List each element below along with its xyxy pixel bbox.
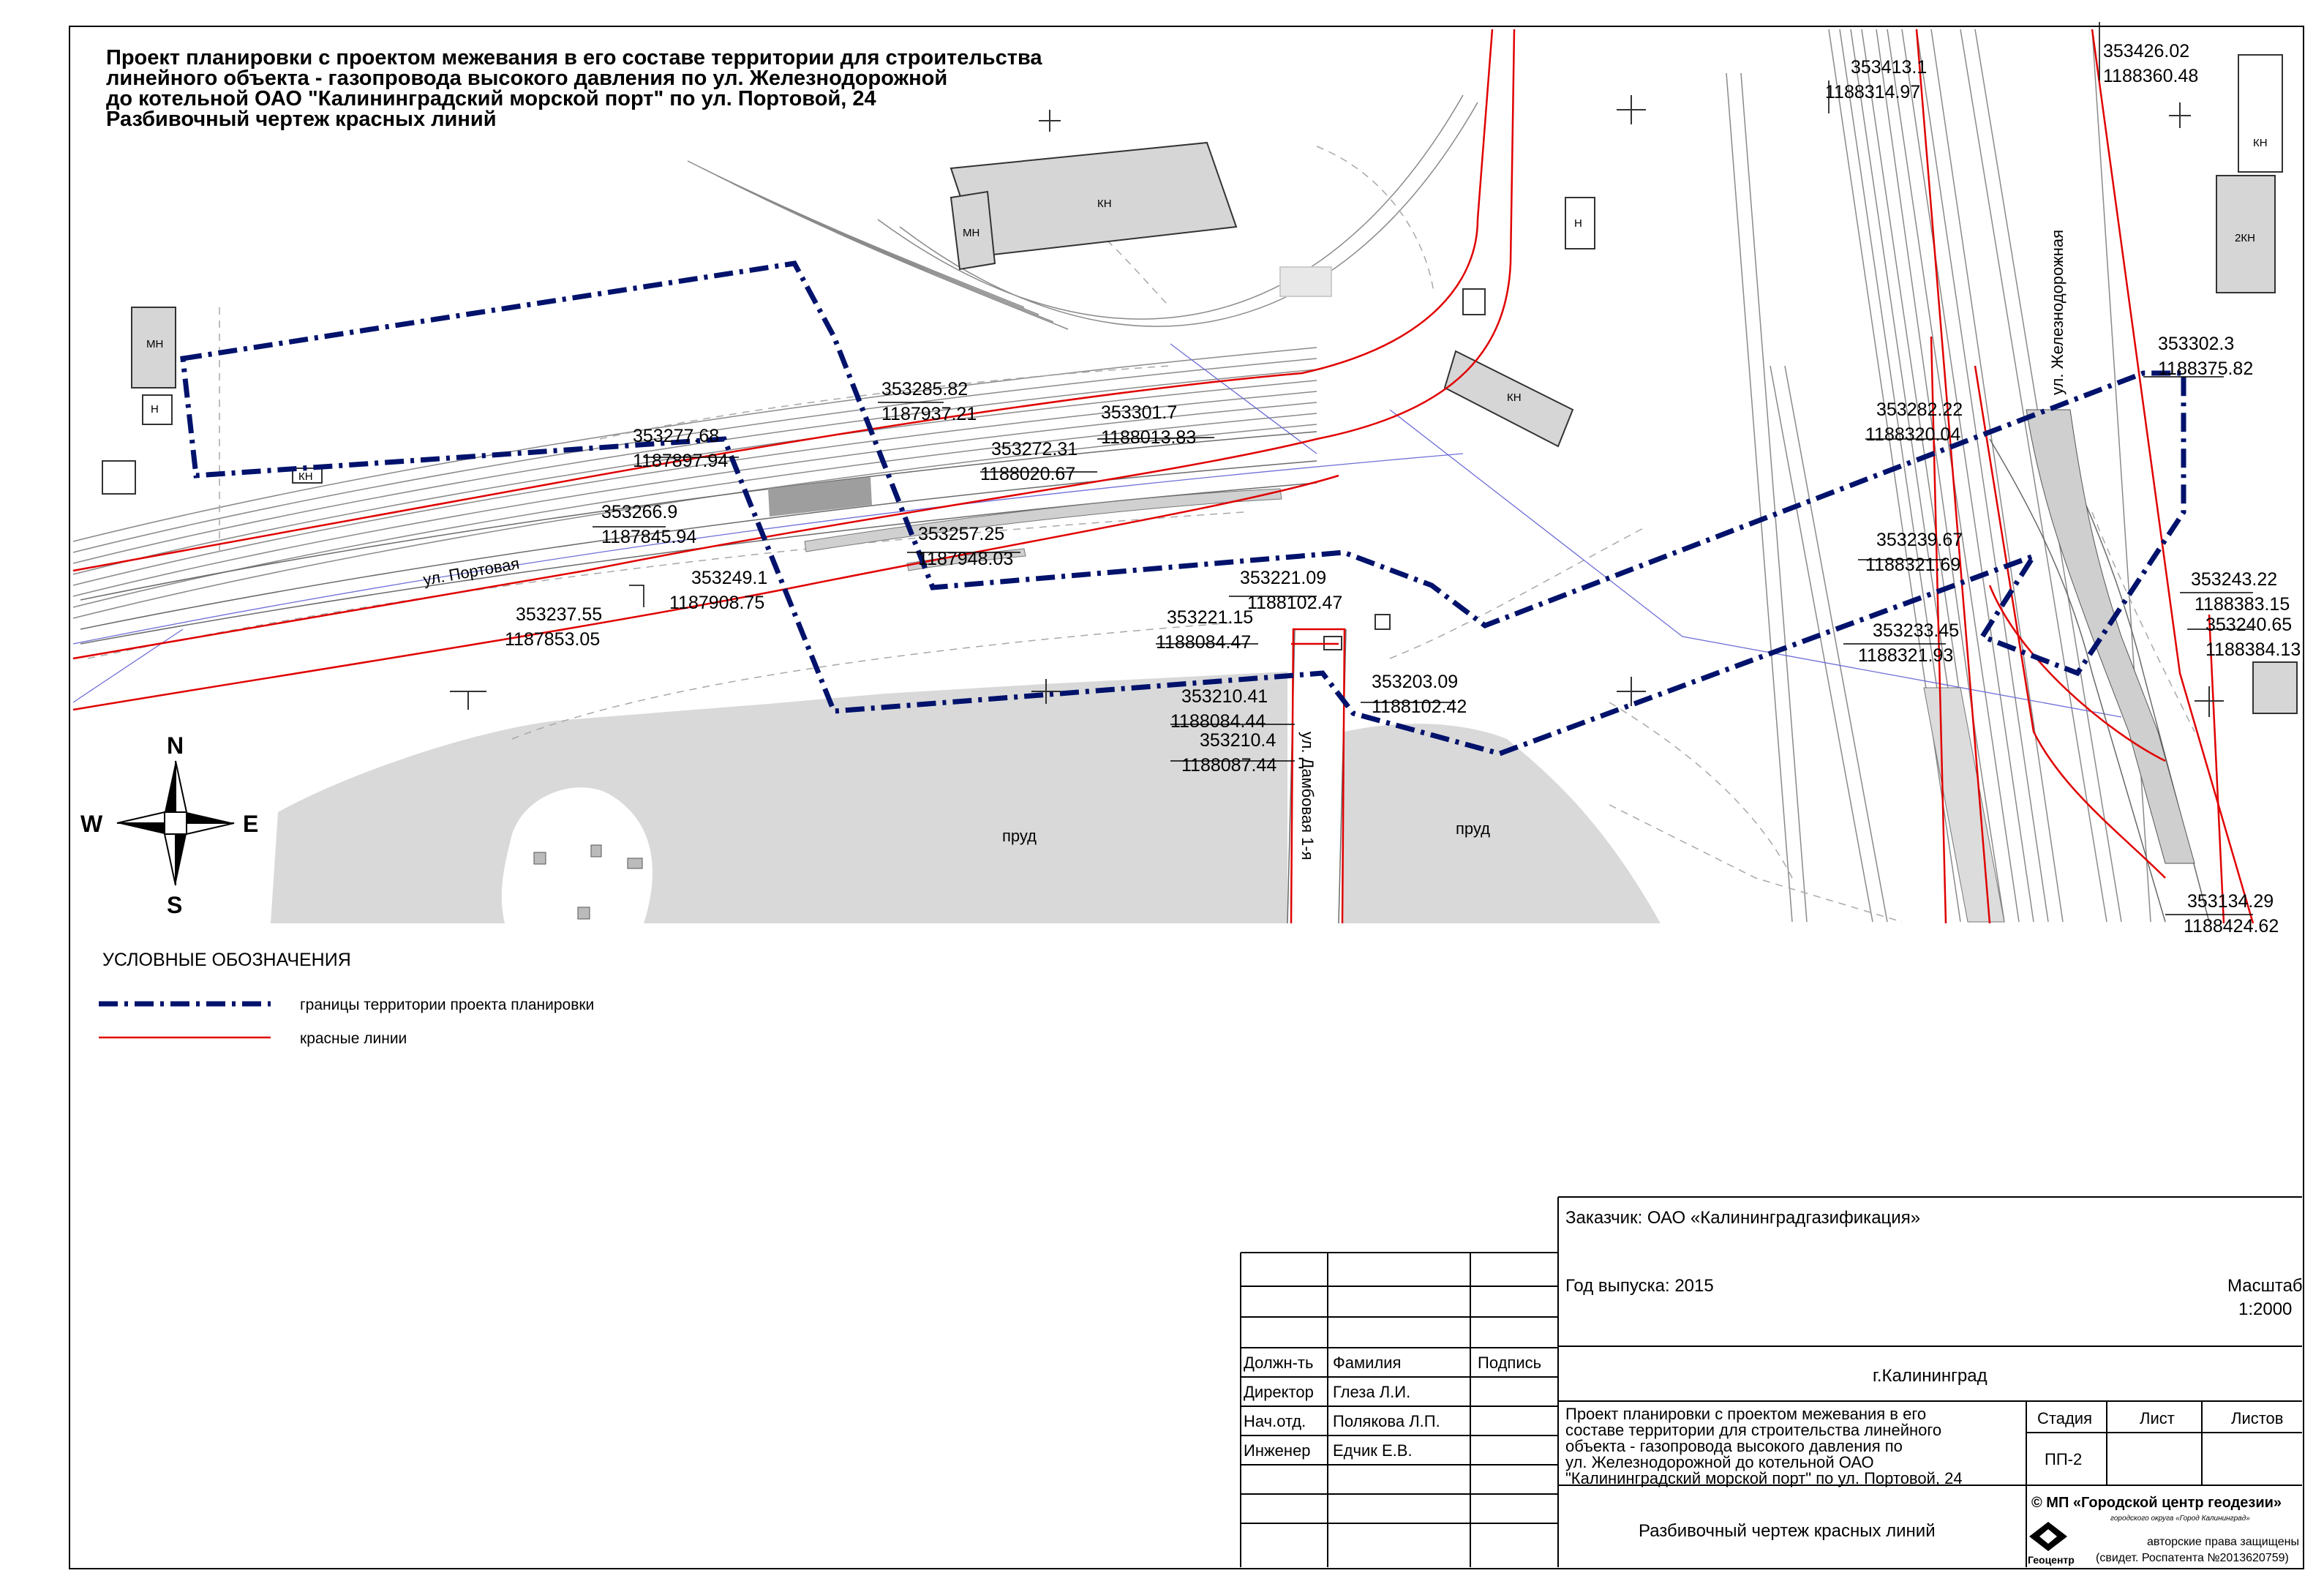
tb-rights-1: авторские права защищены bbox=[2147, 1536, 2299, 1548]
coord-x: 353426.02 bbox=[2103, 41, 2190, 61]
coord-x: 353237.55 bbox=[516, 604, 603, 625]
legend-heading: УСЛОВНЫЕ ОБОЗНАЧЕНИЯ bbox=[102, 950, 351, 970]
pond-left bbox=[271, 672, 1287, 923]
coord-x: 353413.1 bbox=[1851, 57, 1928, 78]
tb-project-line: составе территории для строительства линейного bbox=[1565, 1421, 1942, 1439]
tb-rights-2: (свидет. Роспатента №2013620759) bbox=[2096, 1552, 2289, 1564]
tb-stage-value: ПП-2 bbox=[2045, 1450, 2083, 1468]
title-line-3: до котельной ОАО "Калининградский морской порт" по ул. Портовой, 24 bbox=[106, 87, 876, 110]
compass-arrow-south-half bbox=[165, 834, 176, 885]
coord-x: 353233.45 bbox=[1873, 620, 1960, 641]
geocenter-logo-icon bbox=[2029, 1522, 2067, 1551]
coord-x: 353282.22 bbox=[1876, 399, 1963, 420]
coord-y: 1188020.67 bbox=[980, 464, 1076, 484]
small-structure bbox=[578, 907, 590, 919]
legend-redline-label: красные линии bbox=[300, 1030, 407, 1047]
coord-x: 353302.3 bbox=[2158, 334, 2235, 354]
coord-y: 1188084.47 bbox=[1156, 632, 1252, 653]
compass-n: N bbox=[167, 732, 184, 759]
coord-x: 353239.67 bbox=[1876, 530, 1963, 550]
coord-y: 1188102.42 bbox=[1372, 697, 1467, 717]
coord-y: 1188013.83 bbox=[1101, 427, 1197, 448]
small-structure bbox=[591, 845, 601, 857]
tb-scale-label: Масштаб bbox=[2227, 1276, 2303, 1296]
legend-boundary-label: границы территории проекта планировки bbox=[300, 997, 595, 1013]
coord-x: 353203.09 bbox=[1372, 672, 1459, 692]
building-kn-center-label: КН bbox=[1507, 391, 1522, 404]
title-line-1: Проект планировки с проектом межевания в его составе территории для строительства bbox=[106, 46, 1042, 70]
tb-sheets-label: Листов bbox=[2231, 1409, 2284, 1427]
tb-year: Год выпуска: 2015 bbox=[1565, 1276, 1714, 1296]
building-kn-large-label: КН bbox=[1097, 198, 1112, 210]
coord-y: 1188321.69 bbox=[1865, 555, 1961, 575]
building-kn-large bbox=[951, 143, 1236, 256]
building-far-right bbox=[2253, 662, 2297, 713]
building-small bbox=[1375, 615, 1390, 629]
coord-y: 1187908.75 bbox=[669, 593, 765, 613]
title-line-4: Разбивочный чертеж красных линий bbox=[106, 108, 497, 131]
tb-org-name: © МП «Городской центр геодезии» bbox=[2031, 1495, 2282, 1511]
coord-y: 1188102.47 bbox=[1247, 593, 1343, 613]
building-small-center bbox=[1463, 289, 1485, 315]
coord-y: 1187853.05 bbox=[505, 629, 601, 650]
coord-y: 1187845.94 bbox=[601, 527, 697, 547]
building-mn-label: МН bbox=[963, 227, 980, 239]
title-block bbox=[1241, 1197, 2302, 1567]
street-dambovaya: ул. Дамбовая 1-я bbox=[1298, 732, 1317, 860]
coord-y: 1188314.97 bbox=[1825, 82, 1921, 102]
tb-col-signature: Подпись bbox=[1478, 1354, 1542, 1372]
tb-row-position: Нач.отд. bbox=[1244, 1412, 1306, 1430]
coord-x: 353249.1 bbox=[691, 568, 768, 588]
tb-project-line: Проект планировки с проектом межевания в его bbox=[1565, 1405, 1927, 1423]
tb-org-sub: городского округа «Город Калининград» bbox=[2110, 1515, 2250, 1523]
compass-arrow-east-half bbox=[187, 823, 234, 834]
tb-sheet-label: Лист bbox=[2140, 1409, 2175, 1427]
coord-x: 353266.9 bbox=[601, 502, 678, 522]
coord-x: 353285.82 bbox=[881, 379, 969, 399]
coord-y: 1188360.48 bbox=[2103, 66, 2199, 86]
tb-stage-label: Стадия bbox=[2037, 1409, 2092, 1427]
compass-rose bbox=[80, 732, 258, 918]
tb-row-position: Инженер bbox=[1244, 1441, 1311, 1460]
coord-x: 353240.65 bbox=[2205, 615, 2293, 635]
tb-col-position: Должн-ть bbox=[1244, 1354, 1314, 1372]
coord-y: 1187948.03 bbox=[918, 549, 1014, 569]
map-area bbox=[71, 22, 2302, 925]
tb-scale-value: 1:2000 bbox=[2238, 1299, 2293, 1319]
building-n-left-label: Н bbox=[151, 403, 159, 416]
compass-w: W bbox=[80, 811, 103, 837]
platform-strip bbox=[1924, 688, 2004, 922]
drawing-title bbox=[106, 46, 1042, 131]
coord-x: 353243.22 bbox=[2191, 569, 2278, 590]
title-block-text bbox=[1244, 1208, 2303, 1566]
tb-row-position: Директор bbox=[1244, 1383, 1314, 1401]
street-zheleznodorozhnaya: ул. Железнодорожная bbox=[2048, 229, 2067, 395]
building-kn-right bbox=[2238, 55, 2282, 172]
coord-y: 1188320.04 bbox=[1865, 424, 1961, 445]
coord-y: 1187897.94 bbox=[633, 451, 729, 471]
building-2kn-label: 2КН bbox=[2235, 232, 2255, 244]
tb-customer: Заказчик: ОАО «Калининградгазификация» bbox=[1565, 1208, 1921, 1228]
coord-y: 1188084.44 bbox=[1170, 711, 1266, 732]
coord-y: 1188375.82 bbox=[2158, 359, 2254, 379]
compass-arrow-west-half bbox=[117, 812, 165, 823]
tb-logo-text: Геоцентр bbox=[2028, 1554, 2075, 1566]
coord-x: 353277.68 bbox=[633, 426, 720, 446]
tb-row-name: Полякова Л.П. bbox=[1333, 1412, 1440, 1430]
tb-project-line: "Калининградский морской порт" по ул. Портовой, 24 bbox=[1565, 1469, 1963, 1487]
compass-arrow-north-half bbox=[176, 761, 187, 812]
tb-project-line: ул. Железнодорожной до котельной ОАО bbox=[1565, 1453, 1874, 1471]
building-kn-right-label: КН bbox=[2253, 137, 2268, 149]
coord-x: 353301.7 bbox=[1101, 402, 1178, 423]
coord-x: 353221.15 bbox=[1167, 607, 1254, 628]
pond-label-right: пруд bbox=[1456, 819, 1491, 838]
coord-y: 1188384.13 bbox=[2205, 639, 2301, 660]
coord-x: 353134.29 bbox=[2187, 891, 2274, 912]
building-small-left bbox=[102, 461, 135, 494]
building-n-center-label: Н bbox=[1574, 217, 1582, 230]
coord-x: 353257.25 bbox=[918, 524, 1005, 544]
tb-row-name: Глеза Л.И. bbox=[1333, 1383, 1411, 1401]
coord-y: 1187937.21 bbox=[881, 404, 977, 424]
tb-drawing-name: Разбивочный чертеж красных линий bbox=[1639, 1521, 1936, 1541]
small-structure bbox=[534, 852, 546, 864]
utility-lines bbox=[73, 344, 2121, 717]
platform-strip bbox=[768, 477, 872, 517]
tb-project-line: объекта - газопровода высокого давления по bbox=[1565, 1437, 1903, 1455]
building-kn-strip-label: КН bbox=[298, 470, 313, 483]
small-structure bbox=[628, 858, 642, 868]
coord-x: 353210.4 bbox=[1200, 730, 1276, 751]
coord-y: 1188424.62 bbox=[2184, 916, 2279, 937]
coord-y: 1188321.93 bbox=[1858, 645, 1954, 666]
street-portovaya: ул. Портовая bbox=[421, 554, 521, 589]
building-gray-block bbox=[1280, 267, 1331, 296]
title-line-2: линейного объекта - газопровода высокого давления по ул. Железнодорожной bbox=[106, 67, 948, 90]
platform-strip bbox=[805, 489, 1282, 552]
map-lower-blank bbox=[71, 923, 2302, 925]
coord-x: 353272.31 bbox=[991, 439, 1078, 459]
compass-center bbox=[165, 812, 187, 834]
tb-city: г.Калининград bbox=[1873, 1366, 1988, 1386]
pond-label-left: пруд bbox=[1002, 827, 1037, 845]
coord-x: 353221.09 bbox=[1240, 568, 1327, 588]
coord-y: 1188383.15 bbox=[2195, 594, 2290, 615]
bridge-structure bbox=[2026, 410, 2195, 863]
coord-y: 1188087.44 bbox=[1181, 755, 1277, 776]
compass-e: E bbox=[243, 811, 259, 837]
legend bbox=[99, 950, 594, 1047]
coord-x: 353210.41 bbox=[1181, 686, 1268, 707]
compass-s: S bbox=[167, 892, 183, 918]
tb-row-name: Едчик Е.В. bbox=[1333, 1441, 1413, 1460]
building-mn-left-label: МН bbox=[146, 338, 164, 350]
tb-col-surname: Фамилия bbox=[1333, 1354, 1402, 1372]
